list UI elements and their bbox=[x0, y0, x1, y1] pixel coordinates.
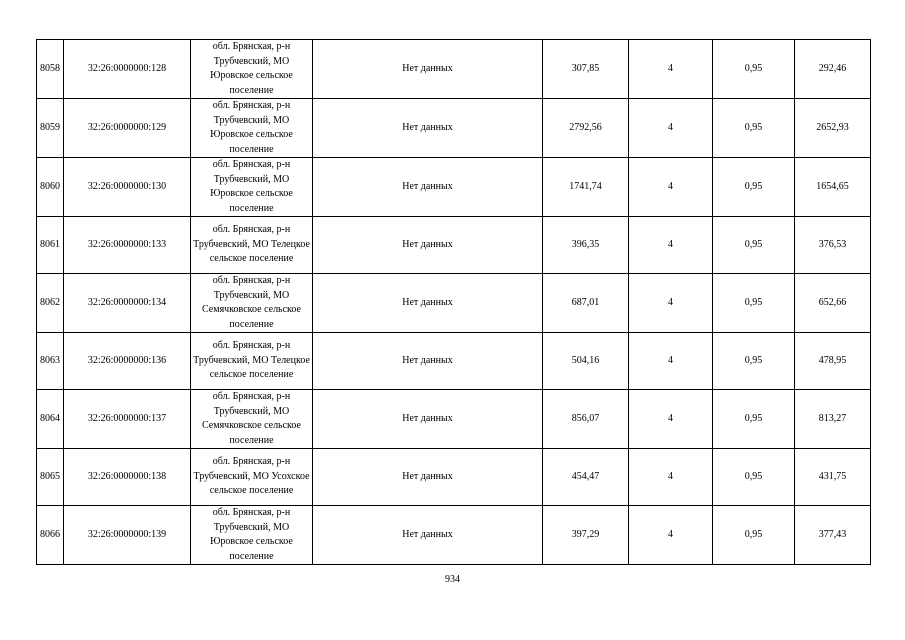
group-cell: 4 bbox=[629, 506, 713, 565]
area-cell: 397,29 bbox=[543, 506, 629, 565]
cadastral-number-cell: 32:26:0000000:138 bbox=[64, 449, 191, 506]
cadastral-number-cell: 32:26:0000000:139 bbox=[64, 506, 191, 565]
group-cell: 4 bbox=[629, 274, 713, 333]
row-number-cell: 8061 bbox=[37, 217, 64, 274]
row-number-cell: 8064 bbox=[37, 390, 64, 449]
cadastral-number-cell: 32:26:0000000:128 bbox=[64, 40, 191, 99]
area-cell: 396,35 bbox=[543, 217, 629, 274]
row-number-cell: 8058 bbox=[37, 40, 64, 99]
address-cell: обл. Брянская, р-н Трубчевский, МО Юровское сельское поселение bbox=[191, 99, 313, 158]
status-cell: Нет данных bbox=[313, 217, 543, 274]
coefficient-cell: 0,95 bbox=[713, 158, 795, 217]
value-cell: 377,43 bbox=[795, 506, 871, 565]
value-cell: 292,46 bbox=[795, 40, 871, 99]
status-cell: Нет данных bbox=[313, 449, 543, 506]
row-number-cell: 8060 bbox=[37, 158, 64, 217]
table-row bbox=[37, 158, 871, 217]
status-cell: Нет данных bbox=[313, 158, 543, 217]
area-cell: 504,16 bbox=[543, 333, 629, 390]
row-number-cell: 8065 bbox=[37, 449, 64, 506]
row-number-cell: 8063 bbox=[37, 333, 64, 390]
status-cell: Нет данных bbox=[313, 99, 543, 158]
address-cell: обл. Брянская, р-н Трубчевский, МО Юровское сельское поселение bbox=[191, 158, 313, 217]
group-cell: 4 bbox=[629, 99, 713, 158]
group-cell: 4 bbox=[629, 158, 713, 217]
row-number-cell: 8062 bbox=[37, 274, 64, 333]
group-cell: 4 bbox=[629, 449, 713, 506]
status-cell: Нет данных bbox=[313, 274, 543, 333]
cadastral-number-cell: 32:26:0000000:133 bbox=[64, 217, 191, 274]
address-cell: обл. Брянская, р-н Трубчевский, МО Телецкое сельское поселение bbox=[191, 333, 313, 390]
value-cell: 478,95 bbox=[795, 333, 871, 390]
land-registry-table bbox=[36, 39, 871, 565]
table-row bbox=[37, 274, 871, 333]
group-cell: 4 bbox=[629, 390, 713, 449]
coefficient-cell: 0,95 bbox=[713, 506, 795, 565]
coefficient-cell: 0,95 bbox=[713, 217, 795, 274]
coefficient-cell: 0,95 bbox=[713, 40, 795, 99]
table-row bbox=[37, 506, 871, 565]
group-cell: 4 bbox=[629, 217, 713, 274]
value-cell: 813,27 bbox=[795, 390, 871, 449]
group-cell: 4 bbox=[629, 40, 713, 99]
cadastral-number-cell: 32:26:0000000:129 bbox=[64, 99, 191, 158]
table-row bbox=[37, 99, 871, 158]
status-cell: Нет данных bbox=[313, 333, 543, 390]
address-cell: обл. Брянская, р-н Трубчевский, МО Телецкое сельское поселение bbox=[191, 217, 313, 274]
area-cell: 2792,56 bbox=[543, 99, 629, 158]
value-cell: 376,53 bbox=[795, 217, 871, 274]
row-number-cell: 8066 bbox=[37, 506, 64, 565]
address-cell: обл. Брянская, р-н Трубчевский, МО Юровское сельское поселение bbox=[191, 506, 313, 565]
status-cell: Нет данных bbox=[313, 40, 543, 99]
area-cell: 454,47 bbox=[543, 449, 629, 506]
status-cell: Нет данных bbox=[313, 390, 543, 449]
coefficient-cell: 0,95 bbox=[713, 99, 795, 158]
address-cell: обл. Брянская, р-н Трубчевский, МО Семячковское сельское поселение bbox=[191, 274, 313, 333]
group-cell: 4 bbox=[629, 333, 713, 390]
cadastral-number-cell: 32:26:0000000:136 bbox=[64, 333, 191, 390]
table-row bbox=[37, 217, 871, 274]
area-cell: 307,85 bbox=[543, 40, 629, 99]
value-cell: 1654,65 bbox=[795, 158, 871, 217]
area-cell: 856,07 bbox=[543, 390, 629, 449]
coefficient-cell: 0,95 bbox=[713, 274, 795, 333]
address-cell: обл. Брянская, р-н Трубчевский, МО Усохское сельское поселение bbox=[191, 449, 313, 506]
table-row bbox=[37, 333, 871, 390]
area-cell: 1741,74 bbox=[543, 158, 629, 217]
address-cell: обл. Брянская, р-н Трубчевский, МО Юровское сельское поселение bbox=[191, 40, 313, 99]
address-cell: обл. Брянская, р-н Трубчевский, МО Семячковское сельское поселение bbox=[191, 390, 313, 449]
cadastral-number-cell: 32:26:0000000:134 bbox=[64, 274, 191, 333]
row-number-cell: 8059 bbox=[37, 99, 64, 158]
table-row bbox=[37, 449, 871, 506]
value-cell: 431,75 bbox=[795, 449, 871, 506]
value-cell: 2652,93 bbox=[795, 99, 871, 158]
coefficient-cell: 0,95 bbox=[713, 449, 795, 506]
cadastral-number-cell: 32:26:0000000:137 bbox=[64, 390, 191, 449]
value-cell: 652,66 bbox=[795, 274, 871, 333]
table-row bbox=[37, 390, 871, 449]
status-cell: Нет данных bbox=[313, 506, 543, 565]
table-row bbox=[37, 40, 871, 99]
coefficient-cell: 0,95 bbox=[713, 333, 795, 390]
page-number: 934 bbox=[445, 574, 460, 585]
coefficient-cell: 0,95 bbox=[713, 390, 795, 449]
cadastral-number-cell: 32:26:0000000:130 bbox=[64, 158, 191, 217]
area-cell: 687,01 bbox=[543, 274, 629, 333]
